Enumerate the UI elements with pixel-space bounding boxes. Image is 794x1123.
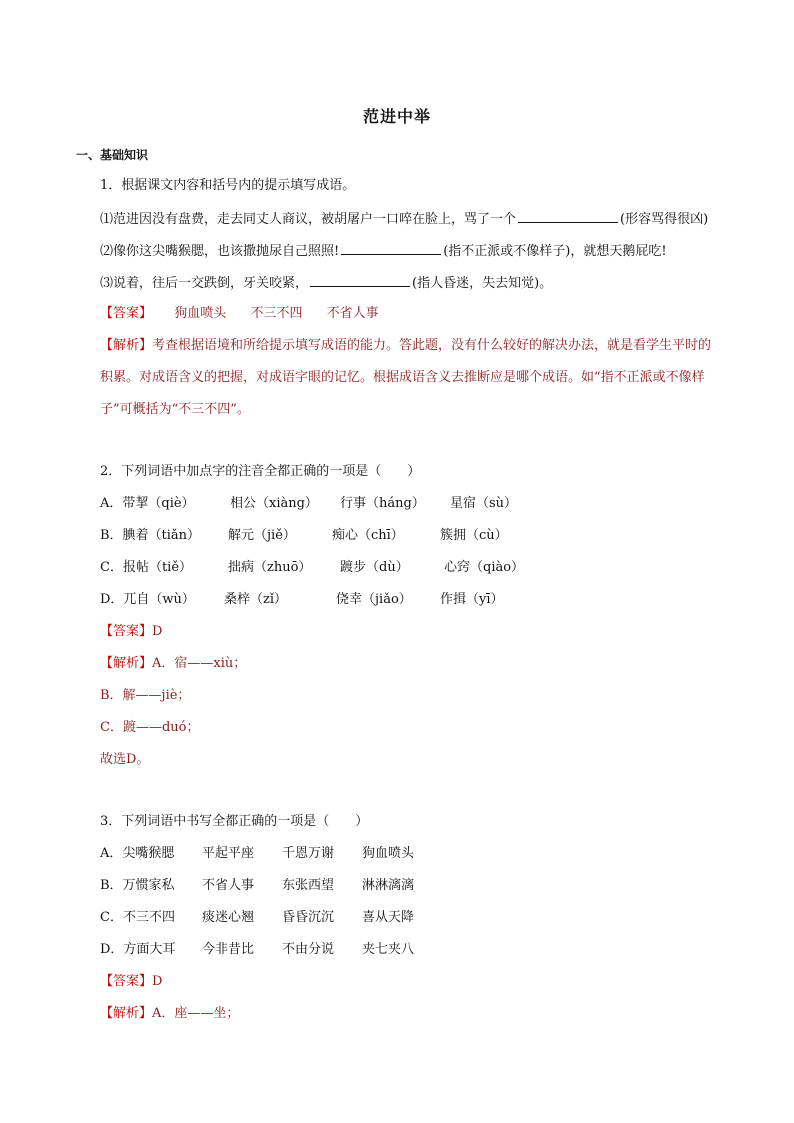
q1-s1-post: (形容骂得很凶) xyxy=(620,212,709,227)
q3-d-1: D．方面大耳 xyxy=(100,942,176,957)
q3-option-b xyxy=(100,876,414,896)
q3-d-3: 不由分说 xyxy=(282,942,335,957)
q2-a-3: 行事（háng） xyxy=(340,496,425,511)
section-heading: 一、基础知识 xyxy=(76,148,149,162)
q3-analysis xyxy=(100,1004,239,1024)
q3-analysis-a: A．座——坐； xyxy=(152,1006,240,1021)
q1-answer-1: 狗血喷头 xyxy=(174,306,227,321)
q2-a-1: A．带挈（qiè） xyxy=(100,496,195,511)
q2-b-3: 痴心（chī） xyxy=(332,528,404,543)
q2-answer-value: D xyxy=(152,624,163,639)
q3-b-2: 不省人事 xyxy=(202,878,255,893)
q2-a-4: 星宿（sù） xyxy=(450,496,518,511)
q2-d-3: 侥幸（jiǎo） xyxy=(336,592,412,607)
q3-c-2: 痰迷心翘 xyxy=(202,910,255,925)
q3-b-4: 淋淋漓漓 xyxy=(362,878,415,893)
q2-a-2: 相公（xiàng） xyxy=(230,496,318,511)
q3-c-3: 昏昏沉沉 xyxy=(282,910,335,925)
q1-s1-pre: ⑴范进因没有盘费，走去同丈人商议，被胡屠户一口啐在脸上，骂了一个 xyxy=(100,212,517,227)
q3-c-4: 喜从天降 xyxy=(362,910,415,925)
q1-answer-3: 不省人事 xyxy=(326,306,379,321)
q1-analysis-tag: 【解析】 xyxy=(100,338,153,353)
q3-option-a xyxy=(100,844,414,864)
q2-b-2: 解元（jiě） xyxy=(228,528,296,543)
q3-answer-tag: 【答案】 xyxy=(100,974,153,989)
q3-answer-value: D xyxy=(152,974,163,989)
q2-analysis-a: A．宿——xiù； xyxy=(152,656,247,671)
q3-option-c xyxy=(100,908,414,928)
q1-sentence-2 xyxy=(100,240,667,262)
q3-stem: 3．下列词语中书写全都正确的一项是（ ） xyxy=(100,814,369,829)
q2-b-1: B．腆着（tiǎn） xyxy=(100,528,201,543)
q1-answer xyxy=(100,304,399,324)
q1-s3-pre: ⑶说着，往后一交跌倒，牙关咬紧， xyxy=(100,276,309,291)
q2-c-1: C．报帖（tiě） xyxy=(100,560,193,575)
q2-answer-tag: 【答案】 xyxy=(100,624,153,639)
q2-d-1: D．兀自（wù） xyxy=(100,592,195,607)
q2-analysis-tag: 【解析】 xyxy=(100,656,153,671)
q3-b-3: 东张西望 xyxy=(282,878,335,893)
q1-blank-2 xyxy=(341,240,441,255)
q2-option-c xyxy=(100,558,524,578)
q2-option-b xyxy=(100,526,508,546)
q2-c-2: 拙病（zhuō） xyxy=(228,560,312,575)
q1-stem: 1．根据课文内容和括号内的提示填写成语。 xyxy=(100,178,356,193)
q1-s3-post: (指人昏迷，失去知觉)。 xyxy=(412,276,553,291)
q3-analysis-tag: 【解析】 xyxy=(100,1006,153,1021)
q1-blank-3 xyxy=(310,272,410,287)
q2-option-d xyxy=(100,590,504,610)
page-title: 范进中举 xyxy=(362,107,431,126)
q3-a-4: 狗血喷头 xyxy=(362,846,415,861)
q2-b-4: 簇拥（cù） xyxy=(440,528,508,543)
q3-answer xyxy=(100,972,162,992)
q3-a-3: 千恩万谢 xyxy=(282,846,335,861)
q2-analysis-b: B．解——jiè； xyxy=(100,688,191,703)
q3-option-d xyxy=(100,940,414,960)
q1-sentence-1 xyxy=(100,208,708,230)
q2-c-3: 踱步（dù） xyxy=(340,560,409,575)
q2-conclusion: 故选D。 xyxy=(100,752,150,767)
q2-analysis-c: C．踱——duó； xyxy=(100,720,200,735)
q1-s2-pre: ⑵像你这尖嘴猴腮，也该撒抛尿自己照照! xyxy=(100,244,340,259)
q1-answer-tag: 【答案】 xyxy=(100,306,153,321)
q3-b-1: B．万惯家私 xyxy=(100,878,175,893)
q1-blank-1 xyxy=(518,208,618,223)
q3-a-1: A．尖嘴猴腮 xyxy=(100,846,175,861)
q2-d-4: 作揖（yī） xyxy=(440,592,504,607)
q1-analysis-text: 考查根据语境和所给提示填写成语的能力。答此题，没有什么较好的解决办法，就是看学生平时的积累。对成语含义的把握，对成语字眼的记忆。根据成语含义去推断应是哪个成语。如“指不正派或不像样子”可概括为“不三不四”。 xyxy=(100,338,712,417)
q2-c-4: 心窍（qiào） xyxy=(444,560,525,575)
q1-analysis xyxy=(100,330,722,426)
q2-analysis xyxy=(100,654,246,674)
q1-s2-post: (指不正派或不像样子)，就想天鹅屁吃! xyxy=(443,244,667,259)
q1-answer-2: 不三不四 xyxy=(250,306,303,321)
q2-d-2: 桑梓（zǐ） xyxy=(224,592,288,607)
q3-c-1: C．不三不四 xyxy=(100,910,175,925)
q3-a-2: 平起平座 xyxy=(202,846,255,861)
q2-stem: 2．下列词语中加点字的注音全都正确的一项是（ ） xyxy=(100,464,421,479)
q3-d-4: 夹七夹八 xyxy=(362,942,415,957)
q2-answer xyxy=(100,622,162,642)
q1-sentence-3 xyxy=(100,272,552,294)
q2-option-a xyxy=(100,494,517,514)
q3-d-2: 今非昔比 xyxy=(202,942,255,957)
